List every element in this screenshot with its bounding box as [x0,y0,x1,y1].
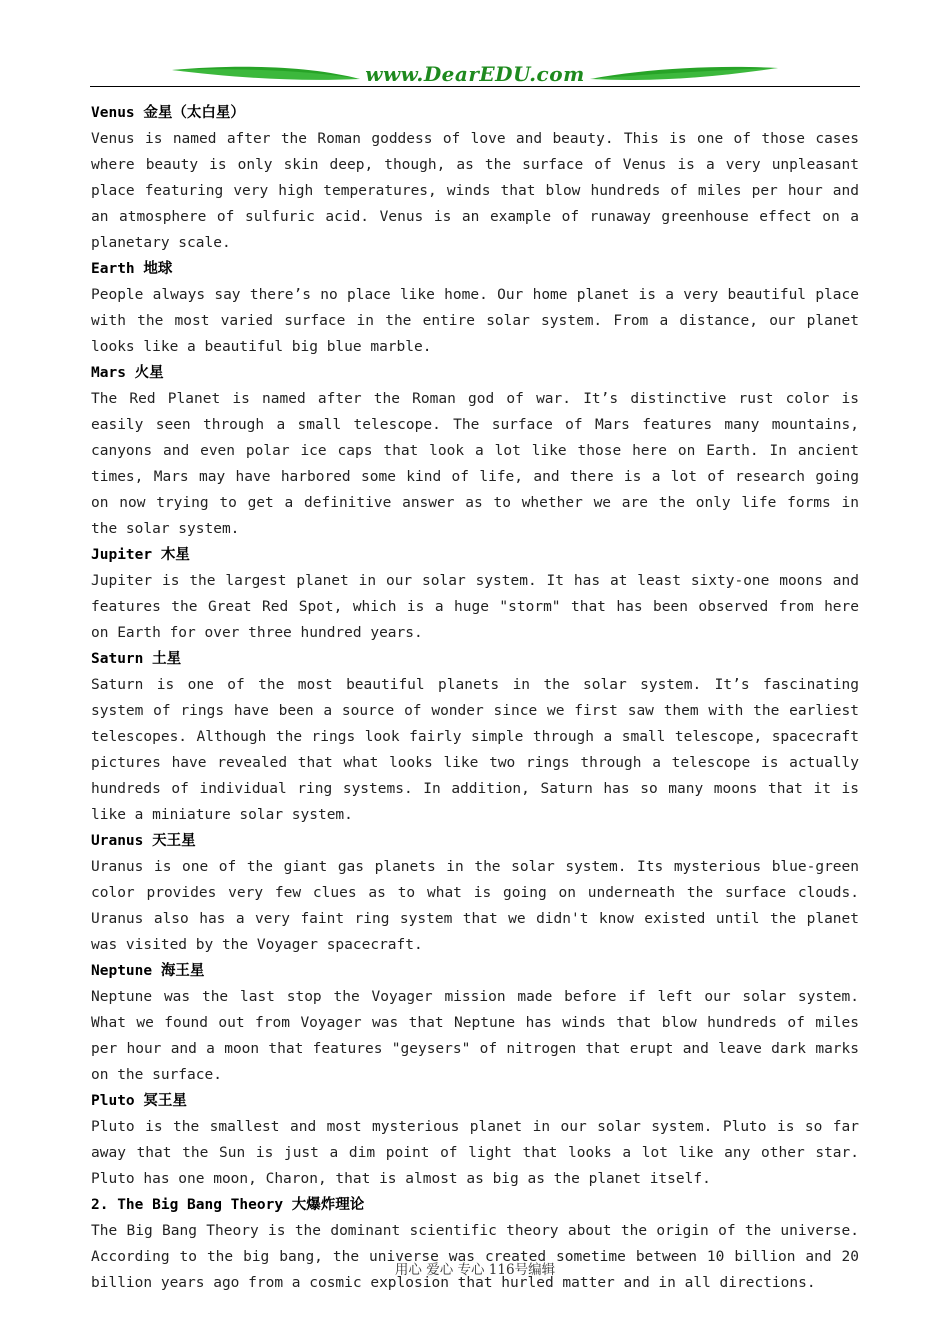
section-paragraph: The Big Bang Theory is the dominant scientific theory about the origin of the universe. According to the big bang, the universe was created sometime between 10 billion and 20 billion years ago from a cosmic explosion that hurled matter and in all directions. [91,1223,859,1291]
header-divider [90,86,860,87]
section-paragraph: Venus is named after the Roman goddess of love and beauty. This is one of those cases where beauty is only skin deep, though, as the surface of Venus is a very unpleasant place featuring very high temperatures, winds that blow hundreds of miles per hour and an atmosphere of sulfuric acid. Venus is an example of runaway greenhouse effect on a planetary scale. [91,131,859,251]
section-heading: Jupiter 木星 [91,547,190,563]
section-mars [91,360,859,542]
section-paragraph: Jupiter is the largest planet in our solar system. It has at least sixty-one moons and features the Great Red Spot, which is a huge "storm" that has been observed from here on Earth for over three hundred years. [91,573,859,641]
section-heading: 2. The Big Bang Theory 大爆炸理论 [91,1197,365,1213]
section-earth [91,256,859,360]
section-neptune [91,958,859,1088]
main-content [91,100,859,1296]
section-paragraph: People always say there’s no place like home. Our home planet is a very beautiful place with the most varied surface in the entire solar system. From a distance, our planet looks like a beautiful big blue marble. [91,287,859,355]
section-paragraph: Neptune was the last stop the Voyager mission made before if left our solar system. What we found out from Voyager was that Neptune has winds that blow hundreds of miles per hour and a moon that features "geysers" of nitrogen that erupt and leave dark marks on the surface. [91,989,859,1083]
page-footer: 用心 爱心 专心 116号编辑 [394,1262,556,1278]
section-paragraph: The Red Planet is named after the Roman god of war. It’s distinctive rust color is easily seen through a small telescope. The surface of Mars features many mountains, canyons and even polar ice caps that look a lot like those here on Earth. In ancient times, Mars may have harbored some kind of life, and there is a lot of research going on now trying to get a definitive answer as to whether we are the only life forms in the solar system. [91,391,859,537]
section-paragraph: Pluto is the smallest and most mysterious planet in our solar system. Pluto is so far away that the Sun is just a dim point of light that looks a lot like any other star. Pluto has one moon, Charon, that is almost as big as the planet itself. [91,1119,859,1187]
section-heading: Neptune 海王星 [91,963,205,979]
section-venus [91,100,859,256]
section-paragraph: Uranus is one of the giant gas planets in the solar system. Its mysterious blue-green color provides very few clues as to what is going on underneath the surface clouds. Uranus also has a very faint ring system that we didn't know existed until the planet was visited by the Voyager spacecraft. [91,859,859,953]
section-heading: Mars 火星 [91,365,164,381]
section-pluto [91,1088,859,1192]
section-heading: Saturn 土星 [91,651,182,667]
section-heading: Venus 金星（太白星） [91,105,245,121]
section-jupiter [91,542,859,646]
section-heading: Earth 地球 [91,261,173,277]
site-logo-text: www.DearEDU.com [365,62,585,86]
section-heading: Pluto 冥王星 [91,1093,187,1109]
section-saturn [91,646,859,828]
section-big-bang [91,1192,859,1296]
section-heading: Uranus 天王星 [91,833,196,849]
section-uranus [91,828,859,958]
section-paragraph: Saturn is one of the most beautiful planets in the solar system. It’s fascinating system of rings have been a source of wonder since we first saw them with the earliest telescopes. Although the rings look fairly simple through a small telescope, spacecraft pictures have revealed that what looks like two rings through a telescope is actually hundreds of individual ring systems. In addition, Saturn has so many moons that it is like a miniature solar system. [91,677,859,823]
